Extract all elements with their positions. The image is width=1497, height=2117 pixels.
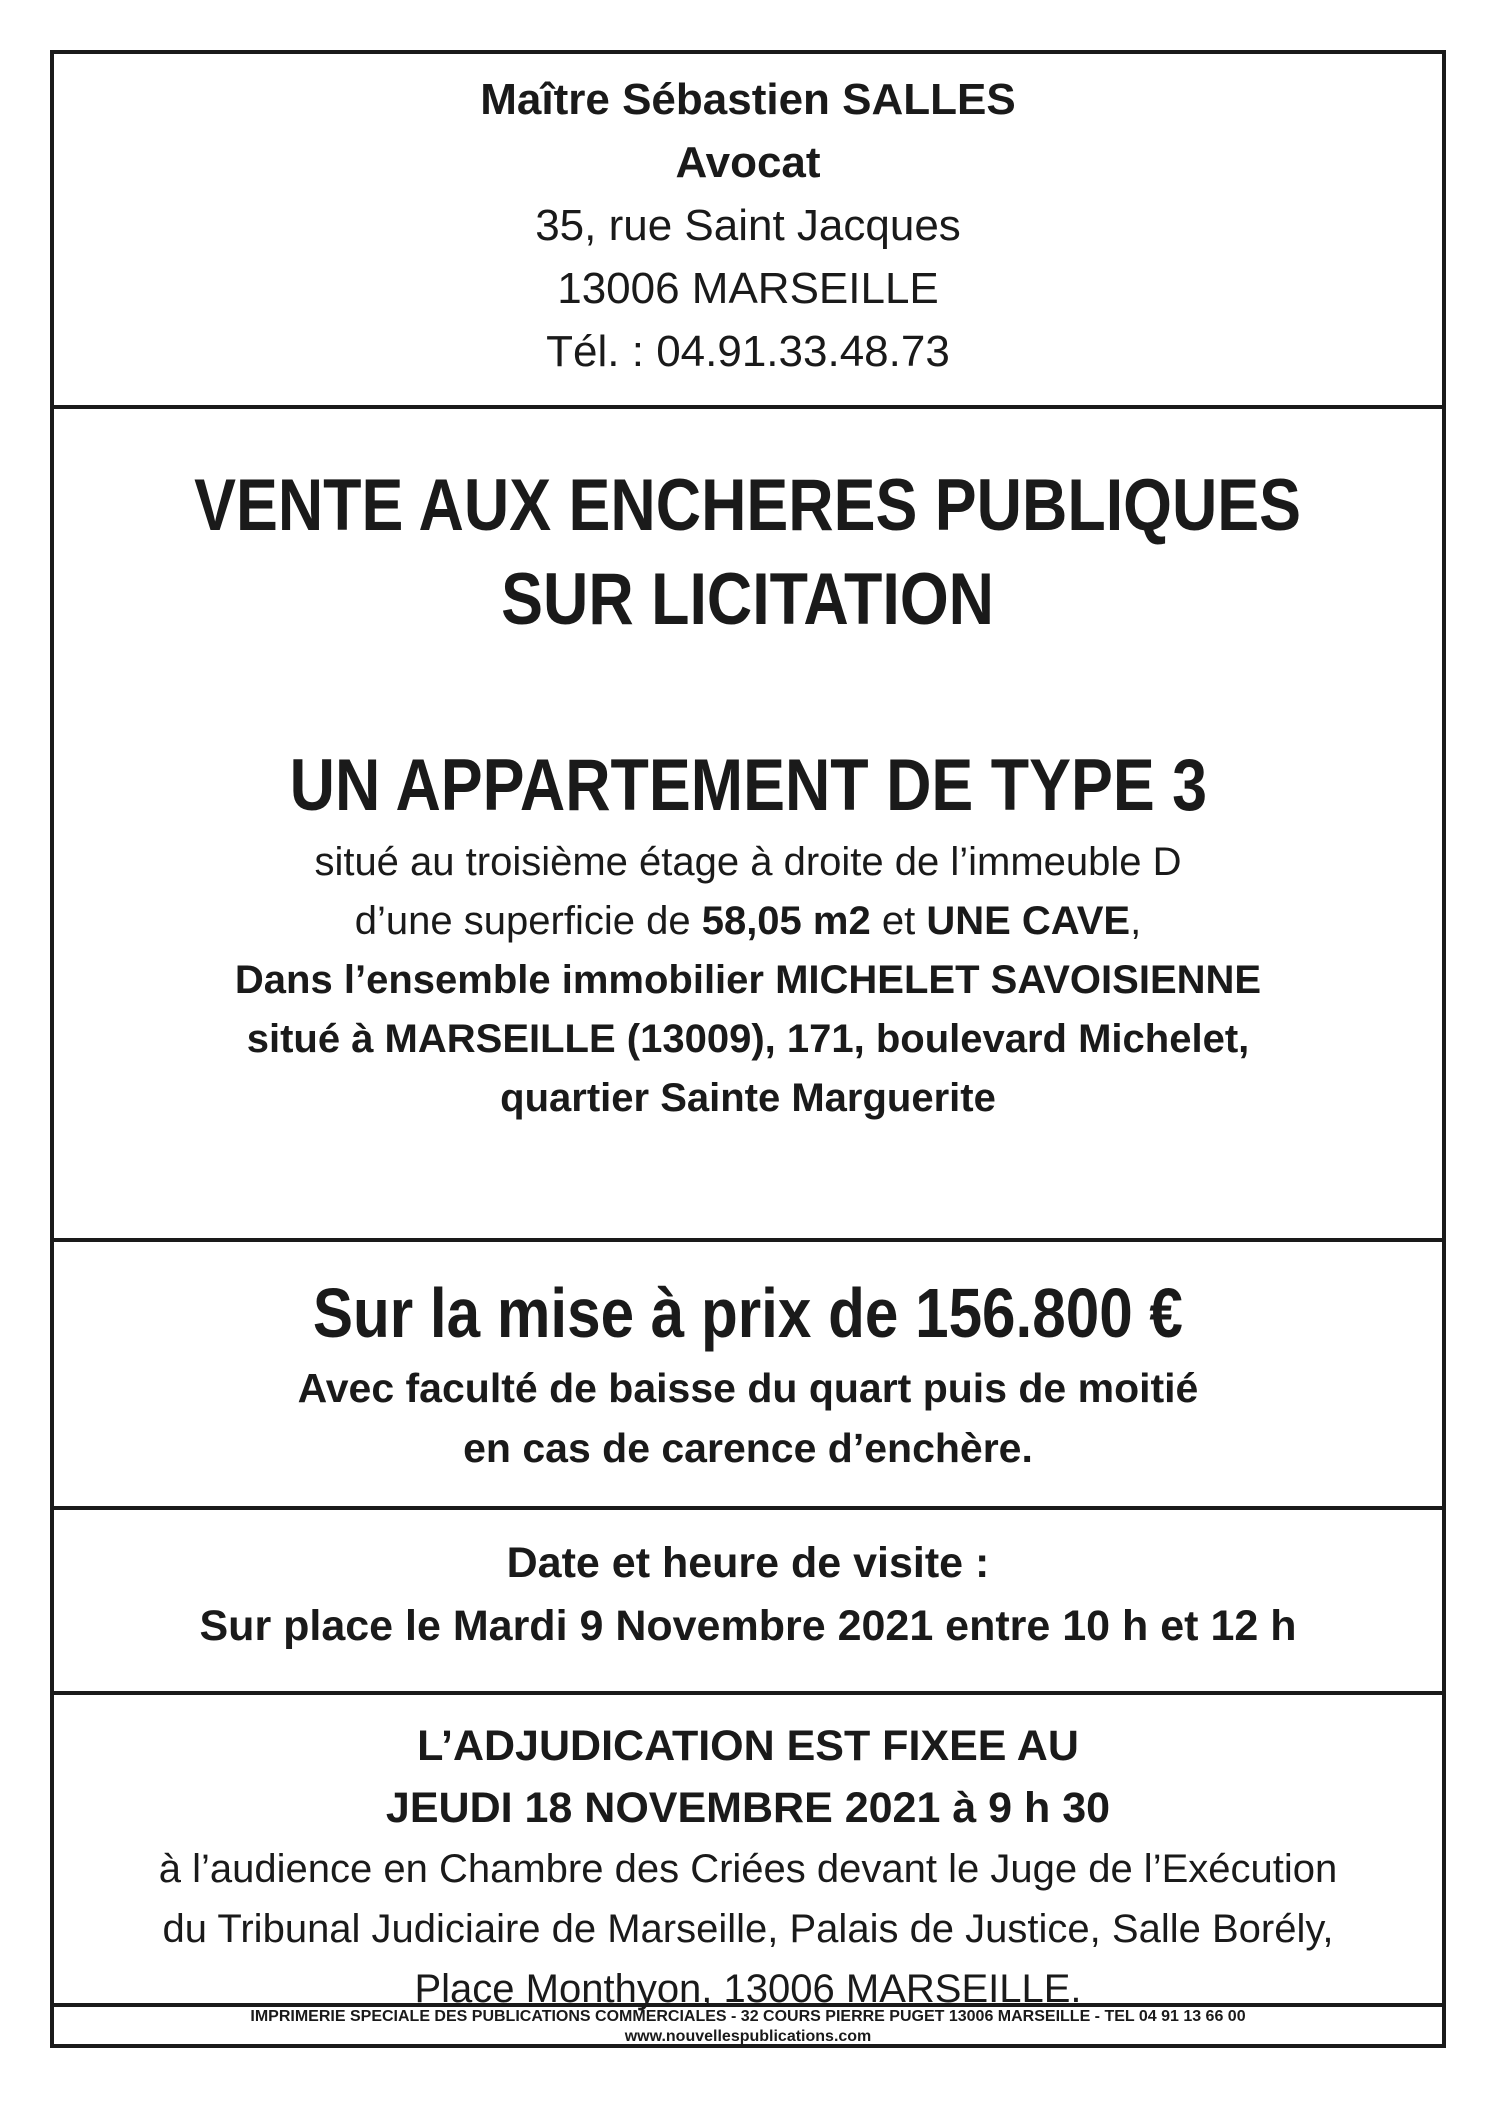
lawyer-street: 35, rue Saint Jacques <box>535 201 961 250</box>
sale-section <box>54 409 1442 1242</box>
adjudication-section <box>54 1695 1442 2011</box>
property-address: situé à MARSEILLE (13009), 171, boulevard Michelet, <box>246 1017 1250 1061</box>
adjudication-venue-line1: à l’audience en Chambre des Criées devant le Juge de l’Exécution <box>158 1847 1338 1891</box>
starting-price: Sur la mise à prix de 156.800 € <box>312 1274 1184 1352</box>
visit-section <box>54 1510 1442 1695</box>
lawyer-title: Avocat <box>675 138 821 187</box>
printer-website: www.nouvellespublications.com <box>624 2028 872 2045</box>
adjudication-date: JEUDI 18 NOVEMBRE 2021 à 9 h 30 <box>385 1784 1111 1832</box>
visit-label: Date et heure de visite : <box>506 1539 990 1587</box>
property-area: d’une superficie de 58,05 m2 et UNE CAVE, <box>354 899 1142 943</box>
lawyer-header <box>54 54 1442 409</box>
printer-footer <box>54 2007 1442 2048</box>
sale-title-line1: VENTE AUX ENCHERES PUBLIQUES <box>194 465 1302 546</box>
price-reduction-line1: Avec faculté de baisse du quart puis de moitié <box>297 1365 1199 1411</box>
price-section <box>54 1242 1442 1510</box>
visit-details: Sur place le Mardi 9 Novembre 2021 entre 10 h et 12 h <box>199 1602 1297 1650</box>
price-reduction-line2: en cas de carence d’enchère. <box>463 1425 1033 1471</box>
lawyer-city: 13006 MARSEILLE <box>557 264 939 313</box>
property-district: quartier Sainte Marguerite <box>500 1076 996 1120</box>
printer-info: IMPRIMERIE SPECIALE DES PUBLICATIONS COMMERCIALES - 32 COURS PIERRE PUGET 13006 MARSEILLE - TEL 04 91 13 66 00 <box>250 2008 1246 2025</box>
lawyer-name: Maître Sébastien SALLES <box>480 75 1016 124</box>
notice-frame <box>50 50 1446 2048</box>
property-title: UN APPARTEMENT DE TYPE 3 <box>289 745 1207 826</box>
property-location: situé au troisième étage à droite de l’immeuble D <box>314 840 1182 884</box>
property-complex: Dans l’ensemble immobilier MICHELET SAVOISIENNE <box>234 958 1262 1002</box>
lawyer-phone: Tél. : 04.91.33.48.73 <box>546 327 950 376</box>
adjudication-heading: L’ADJUDICATION EST FIXEE AU <box>417 1722 1079 1770</box>
adjudication-venue-line3: Place Monthyon, 13006 MARSEILLE. <box>414 1967 1082 2011</box>
adjudication-venue-line2: du Tribunal Judiciaire de Marseille, Palais de Justice, Salle Borély, <box>162 1907 1334 1951</box>
sale-title-line2: SUR LICITATION <box>501 559 995 640</box>
